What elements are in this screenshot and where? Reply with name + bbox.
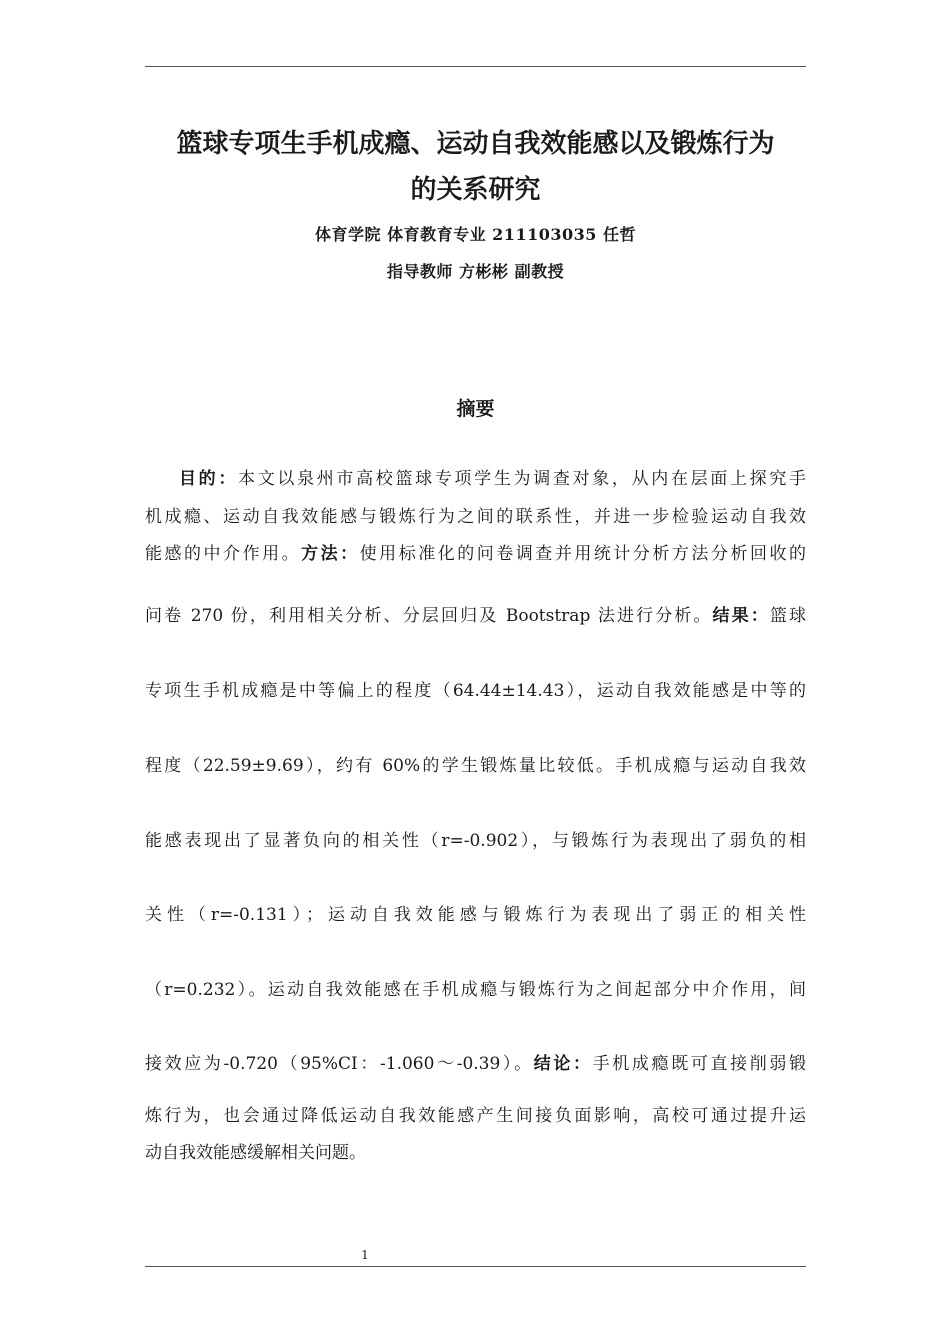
footer-rule <box>145 1266 806 1267</box>
label-result: 结果： <box>712 606 770 626</box>
paper-title-line-1: 篮球专项生手机成瘾、运动自我效能感以及锻炼行为 <box>176 129 775 159</box>
abstract-line: 接效应为-0.720（95%CI：-1.060～-0.39）。结论：手机成瘾既可直接削弱锻 <box>145 1054 807 1074</box>
header-rule <box>145 66 806 67</box>
abstract-line: 关性（r=-0.131）；运动自我效能感与锻炼行为表现出了弱正的相关性 <box>145 905 806 925</box>
abstract-line: （r=0.232）。运动自我效能感在手机成瘾与锻炼行为之间起部分中介作用，间 <box>145 980 806 1000</box>
abstract-line: 炼行为，也会通过降低运动自我效能感产生间接负面影响，高校可通过提升运 <box>145 1106 806 1126</box>
abstract-line: 动自我效能感缓解相关问题。 <box>145 1143 366 1163</box>
abstract-line: 目的：本文以泉州市高校篮球专项学生为调查对象，从内在层面上探究手 <box>179 469 807 489</box>
label-method: 方法： <box>301 544 360 564</box>
abstract-line: 能感表现出了显著负向的相关性（r=-0.902），与锻炼行为表现出了弱负的相 <box>145 831 806 851</box>
author-line: 体育学院 体育教育专业 211103035 任哲 <box>315 225 636 244</box>
advisor-line: 指导教师 方彬彬 副教授 <box>386 262 565 281</box>
label-conclusion: 结论： <box>533 1054 593 1074</box>
paper-title-line-2: 的关系研究 <box>410 175 541 205</box>
label-purpose: 目的： <box>179 469 239 489</box>
abstract-line: 问卷 270 份，利用相关分析、分层回归及 Bootstrap 法进行分析。结果：篮球 <box>145 606 807 626</box>
abstract-line: 程度（22.59±9.69），约有 60%的学生锻炼量比较低。手机成瘾与运动自我效 <box>145 756 806 776</box>
page-number: 1 <box>361 1248 369 1262</box>
abstract-line: 专项生手机成瘾是中等偏上的程度（64.44±14.43），运动自我效能感是中等的 <box>145 681 806 701</box>
abstract-line: 机成瘾、运动自我效能感与锻炼行为之间的联系性，并进一步检验运动自我效 <box>145 507 806 527</box>
abstract-heading: 摘要 <box>456 398 495 420</box>
abstract-line: 能感的中介作用。方法：使用标准化的问卷调查并用统计分析方法分析回收的 <box>145 544 807 564</box>
